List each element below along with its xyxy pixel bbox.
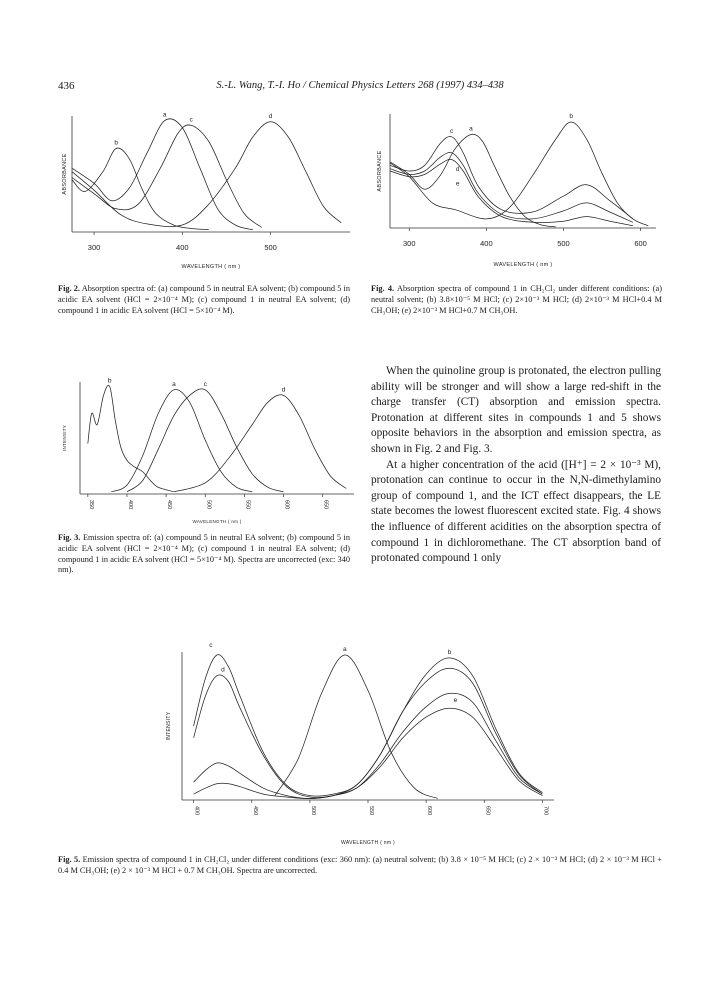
figure-3-label: Fig. 3. — [58, 533, 81, 542]
series-d-line — [72, 122, 341, 227]
series-a-line — [390, 134, 556, 227]
series-c-line — [194, 655, 543, 797]
figure-4-label: Fig. 4. — [371, 284, 395, 293]
x-tick-label: 500 — [264, 243, 277, 252]
x-tick-label: 300 — [403, 239, 416, 248]
figure-2-chart — [58, 110, 358, 275]
series-d-label: d — [221, 666, 225, 674]
body-paragraph-1: When the quinoline group is protonated, the electron pulling ability will be stronger and will show a large red-shift in the charge transfer (CT) absorption and emission spectra. Protonation at different sites in compounds 1 and 5 shows opposite behaviors in the absorption and emission spectra, as shown in Fig. 2 and Fig. 3. — [371, 365, 661, 455]
x-tick-label: 650 — [484, 806, 491, 816]
series-d-label: d — [455, 165, 460, 173]
figure-4-caption — [371, 284, 662, 316]
page-number: 436 — [58, 80, 75, 92]
figure-2-caption — [58, 284, 350, 316]
x-tick-label: 300 — [87, 243, 101, 252]
body-paragraph-2: At a higher concentration of the acid ([H⁺] = 2 × 10⁻³ M), protonation can continue to occur in the N,N-dimethylamino group of compound 1, and the ICT effect disappears, the LE state becomes the lowest fluorescent excited state. Fig. 4 shows the influence of different acidities on the absorption spectra of compound 1 in dichloromethane. The CT absorption band of protonated compound 1 only — [371, 458, 661, 565]
x-tick-label: 550 — [368, 806, 374, 816]
figure-5-chart — [160, 641, 560, 848]
figure-2-label: Fig. 2. — [58, 284, 80, 293]
x-tick-label: 600 — [426, 806, 433, 816]
figure-3-caption-text: Emission spectra of: (a) compound 5 in neutral EA solvent; (b) compound 5 in acidic EA solvent (HCl = 2×10⁻⁴ M); (c) compound 1 in neutral EA solvent; (d) compound 1 in acidic EA solvent (HCl = 5×10⁻⁴ M). Spectra are uncorrected (exc: 340 nm). — [58, 533, 350, 575]
x-tick-label: 650 — [322, 500, 329, 510]
y-axis-label: INTENSITY — [166, 711, 172, 741]
series-c-line — [390, 136, 633, 218]
series-b-label: b — [447, 648, 452, 656]
figure-5-caption-text: Emission spectra of compound 1 in CH₂Cl₂ under different conditions (exc: 360 nm): (a) neutral solvent; (b) 3.8 × 10⁻⁵ M HCl; (c) 2 × 10⁻³ M HCl; (d) 2 × 10⁻³ M HCl + 0.4 M CH₃OH; (e) 2 × 10⁻³ M HCl + 0.7 M CH₃OH. Spectra are uncorrected. — [58, 855, 662, 875]
x-tick-label: 600 — [634, 239, 647, 248]
x-tick-label: 500 — [557, 239, 570, 248]
figure-4-caption-text: Absorption spectra of compound 1 in CH₂Cl₂ under different conditions: (a) neutral solvent; (b) 3.8×10⁻⁵ M HCl; (c) 2×10⁻³ M HCl; (d) 2×10⁻³ M HCl+0.4 M CH₃OH; (e) 2×10⁻³ M HCl+0.7 M CH₃OH. — [371, 284, 662, 315]
series-c-label: c — [189, 116, 193, 124]
series-a-label: a — [172, 380, 176, 388]
series-d-label: d — [281, 386, 286, 394]
figure-3-caption — [58, 533, 350, 576]
x-tick-label: 400 — [480, 239, 493, 248]
series-d-label: d — [268, 112, 273, 120]
y-axis-label: ABSORBANCE — [377, 150, 383, 192]
x-axis-label: WAVELENGTH ( nm ) — [341, 840, 395, 846]
series-c-line — [72, 125, 262, 227]
x-tick-label: 400 — [176, 243, 189, 252]
x-tick-label: 700 — [542, 806, 549, 816]
x-tick-label: 450 — [166, 500, 173, 510]
x-axis-label: WAVELENGTH ( nm ) — [181, 264, 241, 270]
series-e-label: e — [453, 697, 458, 705]
series-e-line — [194, 708, 543, 798]
series-c-label: c — [450, 127, 454, 135]
series-a-line — [111, 389, 252, 491]
series-e-line — [390, 159, 633, 225]
figure-3-chart — [58, 376, 360, 528]
series-e-label: e — [455, 180, 460, 188]
series-c-label: c — [203, 380, 207, 388]
series-a-label: a — [162, 111, 167, 119]
x-axis-label: WAVELENGTH ( nm ) — [192, 519, 242, 524]
figure-5-caption — [58, 855, 662, 877]
series-b-line — [88, 385, 174, 492]
series-a-label: a — [342, 645, 347, 653]
x-tick-label: 350 — [87, 500, 94, 510]
series-b-label: b — [107, 377, 112, 385]
x-tick-label: 500 — [309, 806, 316, 816]
x-tick-label: 500 — [205, 500, 212, 510]
series-b-label: b — [569, 112, 574, 120]
x-tick-label: 550 — [244, 500, 251, 510]
x-tick-label: 600 — [283, 500, 290, 510]
series-b-label: b — [114, 139, 118, 147]
x-axis-label: WAVELENGTH ( nm ) — [493, 262, 553, 268]
series-c-label: c — [209, 641, 213, 649]
y-axis-label: INTENSITY — [62, 424, 67, 452]
figure-4-chart — [372, 108, 662, 273]
x-tick-label: 400 — [193, 806, 200, 816]
figure-5-label: Fig. 5. — [58, 855, 81, 864]
series-a-line — [275, 655, 438, 799]
series-a-label: a — [469, 125, 473, 133]
x-tick-label: 450 — [251, 806, 258, 816]
figure-2-caption-text: Absorption spectra of: (a) compound 5 in neutral EA solvent; (b) compound 5 in acidic EA solvent (HCl = 2×10⁻⁴ M); (c) compound 1 in neutral EA solvent; (d) compound 1 in acidic EA solvent (HCl = 5×10⁻⁴ M). — [58, 284, 350, 315]
series-a-line — [72, 119, 253, 230]
y-axis-label: ABSORBANCE — [62, 153, 68, 195]
x-tick-label: 400 — [126, 500, 133, 510]
series-d-line — [174, 395, 346, 492]
running-title: S.-L. Wang, T.-I. Ho / Chemical Physics Letters 268 (1997) 434–438 — [216, 80, 504, 91]
body-text — [371, 364, 661, 567]
